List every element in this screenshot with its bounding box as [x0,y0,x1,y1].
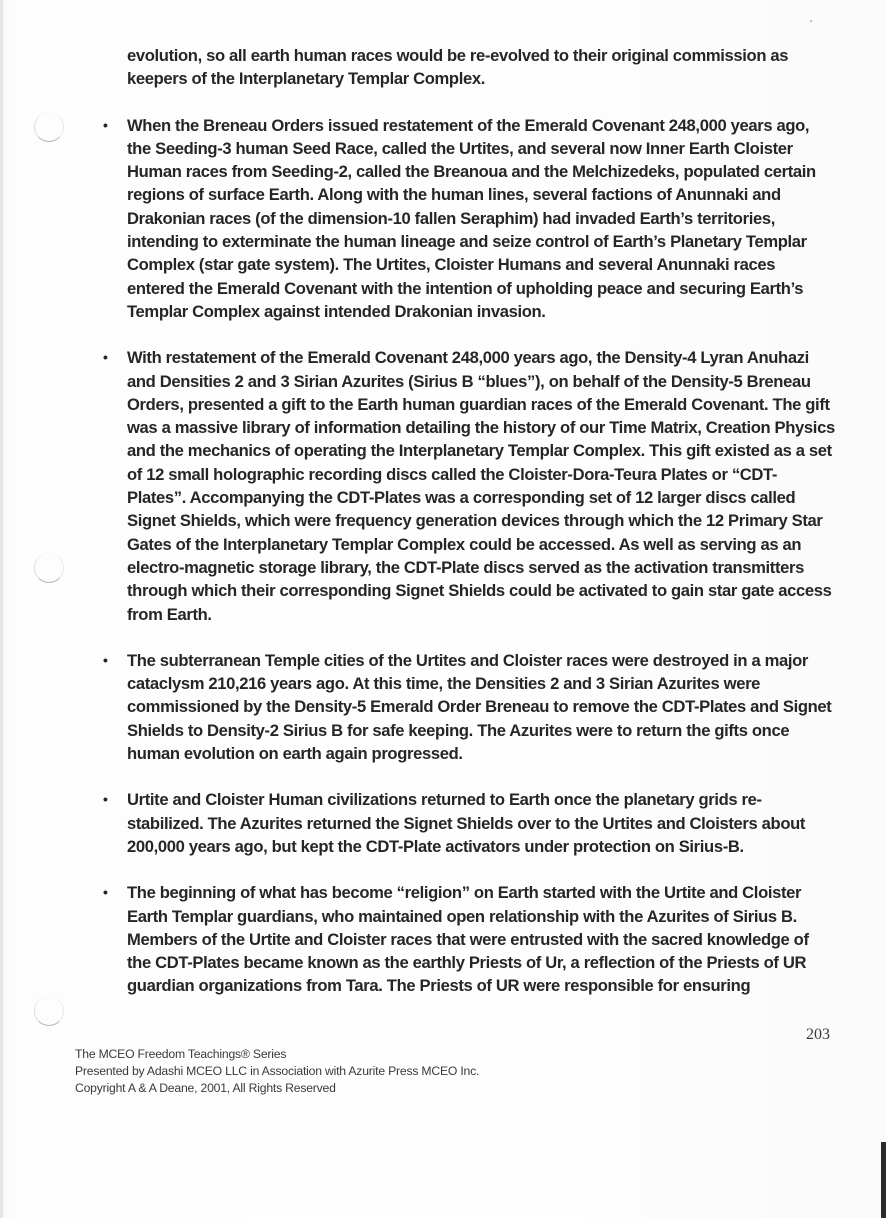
footer-copyright-line: Copyright A & A Deane, 2001, All Rights Reserved [75,1081,336,1095]
bullet-icon: • [103,116,108,133]
binder-punch-hole-middle [34,553,64,583]
bullet-text: The beginning of what has become “religion” on Earth started with the Urtite and Cloister Earth Templar guardians, who maintained open relationship with the Azurites of Sirius B. Members of the Urtite and Cloister races that were entrusted with the sacred knowledge of the CDT-Plates became known as the earthly Priests of Ur, a reflection of the Priests of UR guardian organizations from Tara. The Priests of UR were responsible for ensuring [127,883,809,996]
bullet-text: Urtite and Cloister Human civilizations returned to Earth once the planetary grids re-stabilized. The Azurites returned the Signet Shields over to the Urtites and Cloisters about 200,000 years ago, but kept the CDT-Plate activators under protection on Sirius-B. [127,790,806,856]
bullet-item [100,114,835,324]
bullet-icon: • [103,884,108,901]
bullet-text: With restatement of the Emerald Covenant 248,000 years ago, the Density-4 Lyran Anuhazi and Densities 2 and 3 Sirian Azurites (Sirius B “blues”), on behalf of the Density-5 Breneau Orders, presented a gift to the Earth human guardian races of the Emerald Covenant. The gift was a massive library of information detailing the history of our Time Matrix, Creation Physics and the mechanics of operating the Interplanetary Templar Complex. This gift existed as a set of 12 small holographic recording discs called the Cloister-Dora-Teura Plates or “CDT-Plates”. Accompanying the CDT-Plates was a corresponding set of 12 larger discs called Signet Shields, which were frequency generation devices through which the 12 Primary Star Gates of the Interplanetary Templar Complex could be accessed. As well as serving as an electro-magnetic storage library, the CDT-Plate discs served as the activation transmitters through which their corresponding Signet Shields could be activated to gain star gate access from Earth. [127,348,835,624]
bullet-icon: • [103,651,108,668]
bullet-icon: • [103,349,108,366]
binder-punch-hole-bottom [34,996,64,1026]
scan-left-edge [0,0,3,1218]
binder-punch-hole-top [34,112,64,142]
footer-publisher-line: Presented by Adashi MCEO LLC in Association with Azurite Press MCEO Inc. [75,1064,480,1078]
bullet-icon: • [103,791,108,808]
bullet-text: When the Breneau Orders issued restatement of the Emerald Covenant 248,000 years ago, the Seeding-3 human Seed Race, called the Urtites, and several now Inner Earth Cloister Human races from Seeding-2, called the Breanoua and the Melchizedeks, populated certain regions of surface Earth. Along with the human lines, several factions of Anunnaki and Drakonian races (of the dimension-10 fallen Seraphim) had invaded Earth’s territories, intending to exterminate the human lineage and seize control of Earth’s Planetary Templar Complex (star gate system). The Urtites, Cloister Humans and several Anunnaki races entered the Emerald Covenant with the intention of upholding peace and securing Earth’s Templar Complex against intended Drakonian invasion. [127,115,816,321]
footer-series-line: The MCEO Freedom Teachings® Series [75,1047,287,1061]
scan-speck [810,20,812,22]
bullet-text: The subterranean Temple cities of the Urtites and Cloister races were destroyed in a major cataclysm 210,216 years ago. At this time, the Densities 2 and 3 Sirian Azurites were commissioned by the Density-5 Emerald Order Breneau to remove the CDT-Plates and Signet Shields to Density-2 Sirius B for safe keeping. The Azurites were to return the gifts once human evolution on earth again progressed. [127,650,832,764]
bullet-list [100,114,835,998]
page-body [100,44,835,998]
bullet-item [100,649,835,765]
bullet-item [100,788,835,858]
page-footer [75,1046,479,1097]
scan-right-edge-bar [881,1142,886,1218]
page-number: 203 [806,1026,830,1043]
continued-paragraph: evolution, so all earth human races would be re-evolved to their original commission as keepers of the Interplanetary Templar Complex. [127,46,789,89]
bullet-item [100,881,835,997]
bullet-item [100,346,835,626]
